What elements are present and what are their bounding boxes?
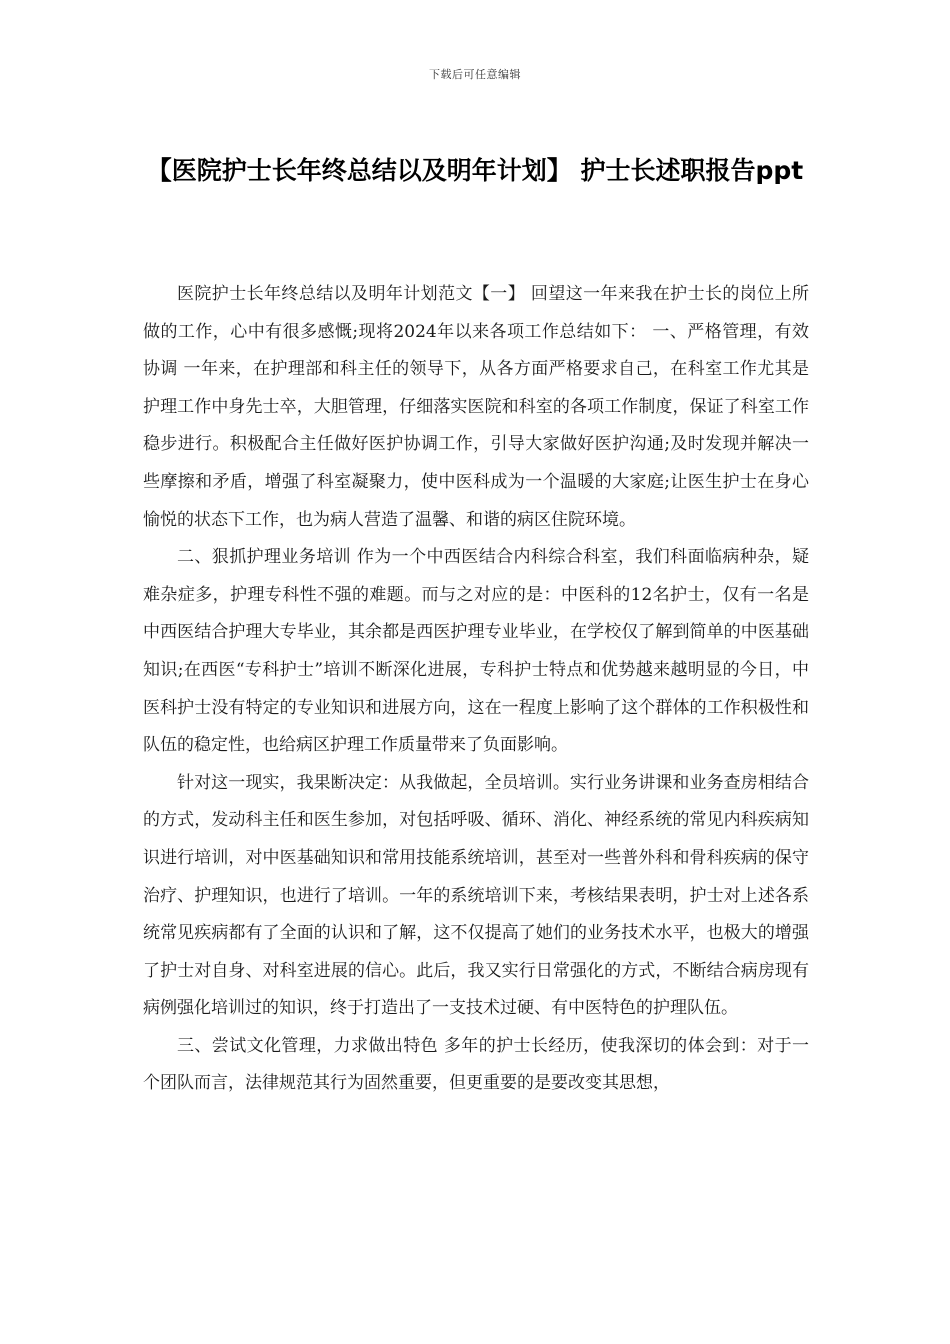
paragraph: 医院护士长年终总结以及明年计划范文【一】 回望这一年来我在护士长的岗位上所做的工作，心中有很多感慨;现将2024年以来各项工作总结如下： 一、严格管理，有效协调 一年来，在护理部和科主任的领导下，从各方面严格要求自己，在科室工作尤其是护理工作中身先士卒，大胆管理，仔细落实医院和科室的各项工作制度，保证了科室工作稳步进行。积极配合主任做好医护协调工作，引导大家做好医护沟通;及时发现并解决一些摩擦和矛盾，增强了科室凝聚力，使中医科成为一个温暖的大家庭;让医生护士在身心愉悦的状态下工作，也为病人营造了温馨、和谐的病区住院环境。 [143,284,809,530]
header-note: 下载后可任意编辑 [429,68,521,81]
paragraph: 二、狠抓护理业务培训 作为一个中西医结合内科综合科室，我们科面临病种杂，疑难杂症多，护理专科性不强的难题。而与之对应的是：中医科的12名护士，仅有一名是中西医结合护理大专毕业，其余都是西医护理专业毕业，在学校仅了解到简单的中医基础知识;在西医“专科护士”培训不断深化进展，专科护士特点和优势越来越明显的今日，中医科护士没有特定的专业知识和进展方向，这在一程度上影响了这个群体的工作积极性和队伍的稳定性，也给病区护理工作质量带来了负面影响。 [143,547,809,756]
document-title: 【医院护士长年终总结以及明年计划】 护士长述职报告ppt [146,156,804,185]
paragraph: 三、尝试文化管理，力求做出特色 多年的护士长经历，使我深切的体会到：对于一个团队而言，法律规范其行为固然重要，但更重要的是要改变其思想， [143,1035,809,1094]
paragraph: 针对这一现实，我果断决定：从我做起，全员培训。实行业务讲课和业务查房相结合的方式，发动科主任和医生参加，对包括呼吸、循环、消化、神经系统的常见内科疾病知识进行培训，对中医基础知识和常用技能系统培训，甚至对一些普外科和骨科疾病的保守治疗、护理知识，也进行了培训。一年的系统培训下来，考核结果表明，护士对上述各系统常见疾病都有了全面的认识和了解，这不仅提高了她们的业务技术水平，也极大的增强了护士对自身、对科室进展的信心。此后，我又实行日常强化的方式，不断结合病房现有病例强化培训过的知识，终于打造出了一支技术过硬、有中医特色的护理队伍。 [143,772,809,1019]
document-body [143,276,809,1103]
